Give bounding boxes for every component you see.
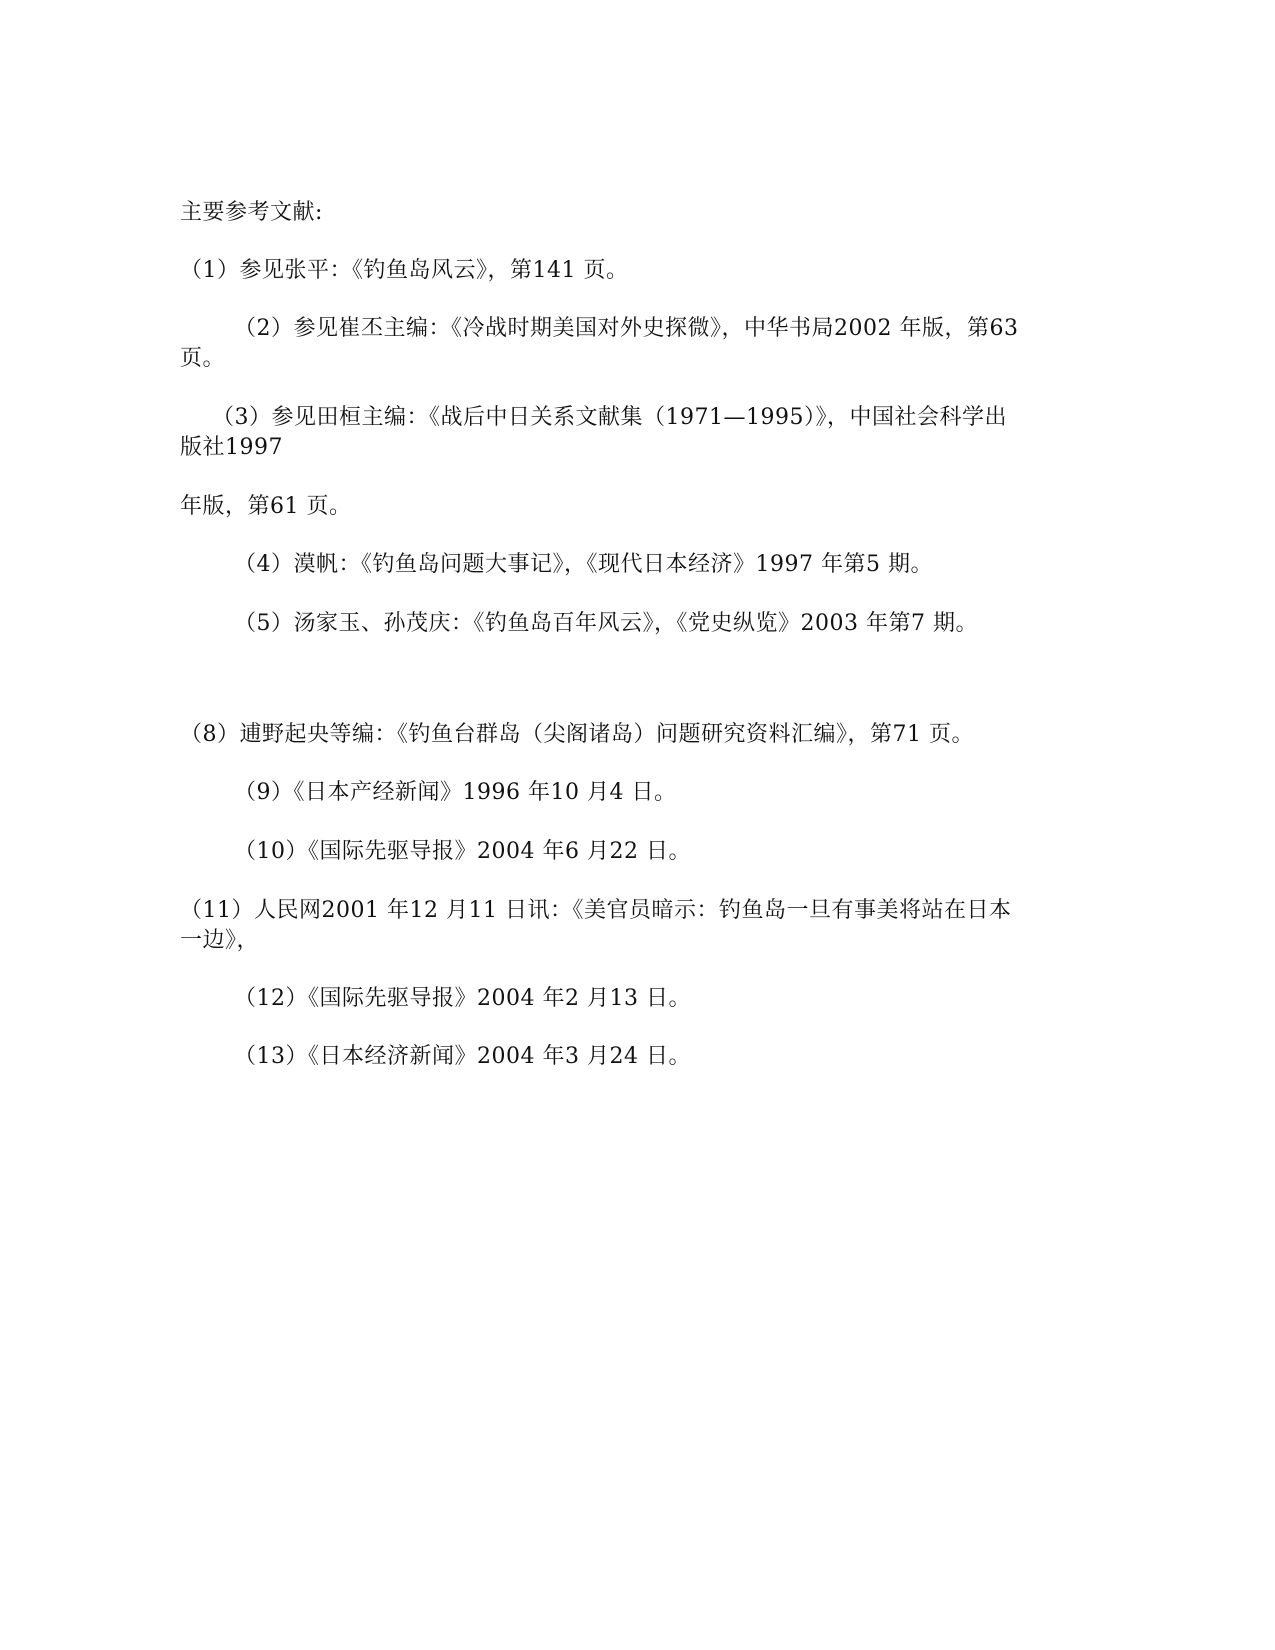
reference-2-line-2: 页。 xyxy=(180,346,226,371)
reference-4: （4）漠帆：《钓鱼岛问题大事记》，《现代日本经济》1997 年第5 期。 xyxy=(234,552,933,577)
reference-12: （12）《国际先驱导报》2004 年2 月13 日。 xyxy=(234,986,691,1011)
reference-10: （10）《国际先驱导报》2004 年6 月22 日。 xyxy=(234,839,691,864)
references-heading: 主要参考文献: xyxy=(180,200,323,225)
reference-3-line-2: 版社1997 xyxy=(180,435,283,460)
reference-8: （8）逋野起央等编：《钓鱼台群岛（尖阁诸岛）问题研究资料汇编》，第71 页。 xyxy=(180,722,974,747)
reference-11-line-1: （11）人民网2001 年12 月11 日讯：《美官员暗示：钓鱼岛一旦有事美将站在日本 xyxy=(180,898,1012,923)
reference-13: （13）《日本经济新闻》2004 年3 月24 日。 xyxy=(234,1044,691,1069)
reference-3-line-1: （3）参见田桓主编：《战后中日关系文献集（1971—1995）》，中国社会科学出 xyxy=(212,405,1007,430)
reference-3-line-3: 年版，第61 页。 xyxy=(180,494,352,519)
reference-11-line-2: 一边》， xyxy=(180,928,260,953)
reference-2-line-1: （2）参见崔丕主编：《冷战时期美国对外史探微》，中华书局2002 年版，第63 xyxy=(234,316,1019,341)
reference-9: （9）《日本产经新闻》1996 年10 月4 日。 xyxy=(234,780,677,805)
reference-1: （1）参见张平：《钓鱼岛风云》，第141 页。 xyxy=(180,258,629,283)
reference-5: （5）汤家玉、孙茂庆：《钓鱼岛百年风云》，《党史纵览》2003 年第7 期。 xyxy=(234,611,978,636)
